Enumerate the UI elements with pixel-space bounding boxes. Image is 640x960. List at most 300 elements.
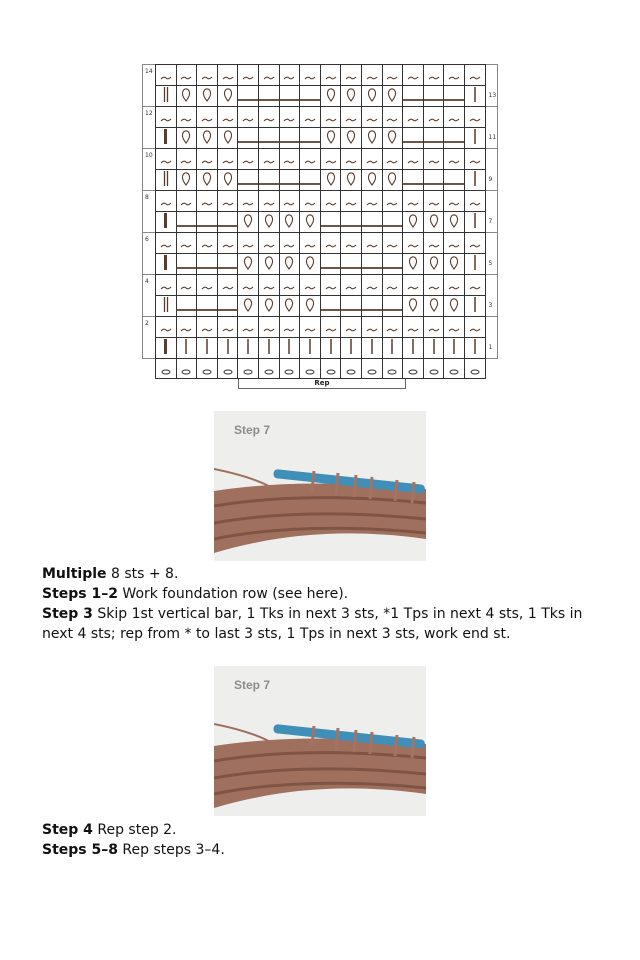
chart-cell xyxy=(238,211,259,232)
chart-cell xyxy=(218,211,239,232)
return-pass-icon xyxy=(407,234,419,253)
purl-stitch-icon xyxy=(202,129,212,148)
chart-cell xyxy=(177,64,198,85)
chart-cell xyxy=(321,316,342,337)
chart-cell xyxy=(259,295,280,316)
chart-cell xyxy=(218,148,239,169)
chart-cell xyxy=(424,106,445,127)
purl-stitch-icon xyxy=(284,297,294,316)
purl-stitch-icon xyxy=(181,129,191,148)
chain-icon xyxy=(470,360,480,379)
return-pass-icon xyxy=(160,150,172,169)
row-label-right: 13 xyxy=(486,85,498,106)
vertical-bar-icon xyxy=(370,339,374,358)
chart-cell xyxy=(444,148,465,169)
row-label-right xyxy=(486,190,498,211)
return-pass-icon xyxy=(222,66,234,85)
knit-stitch-icon xyxy=(218,255,238,274)
return-pass-icon xyxy=(428,318,440,337)
chart-row xyxy=(142,337,498,358)
chart-cell xyxy=(259,64,280,85)
chain-icon xyxy=(326,360,336,379)
chart-cell xyxy=(321,232,342,253)
return-pass-icon xyxy=(428,108,440,127)
return-pass-icon xyxy=(386,276,398,295)
chart-cell xyxy=(197,127,218,148)
chart-cell xyxy=(156,337,177,358)
purl-stitch-icon xyxy=(367,171,377,190)
knit-stitch-icon xyxy=(238,171,258,190)
return-pass-icon xyxy=(283,234,295,253)
chart-cell xyxy=(218,358,239,379)
chart-cell xyxy=(321,274,342,295)
chart-cell xyxy=(444,211,465,232)
chart-row xyxy=(142,169,498,190)
chart-cell xyxy=(341,316,362,337)
return-pass-icon xyxy=(180,318,192,337)
knit-stitch-icon xyxy=(424,87,444,106)
return-pass-icon xyxy=(304,150,316,169)
vertical-bar-icon xyxy=(246,339,250,358)
chart-cell xyxy=(238,295,259,316)
return-pass-icon xyxy=(263,150,275,169)
chart-cell xyxy=(280,337,301,358)
chart-cell xyxy=(300,232,321,253)
return-pass-icon xyxy=(366,108,378,127)
thick-bar-icon xyxy=(163,339,168,358)
chart-cell xyxy=(177,316,198,337)
chart-cell xyxy=(403,295,424,316)
chain-icon xyxy=(202,360,212,379)
chart-cell xyxy=(280,232,301,253)
purl-stitch-icon xyxy=(181,87,191,106)
chart-cell xyxy=(424,253,445,274)
chart-cell xyxy=(218,232,239,253)
row-label-right: 11 xyxy=(486,127,498,148)
vertical-bar-icon xyxy=(184,339,188,358)
chart-cell xyxy=(197,253,218,274)
chart-cell xyxy=(300,295,321,316)
chart-cell xyxy=(300,358,321,379)
thick-bar-icon xyxy=(163,129,168,148)
chart-cell xyxy=(403,127,424,148)
knit-stitch-icon xyxy=(259,171,279,190)
knit-stitch-icon xyxy=(321,255,341,274)
row-label-left: 14 xyxy=(142,64,155,85)
chart-cell xyxy=(362,211,383,232)
chart-cell xyxy=(362,127,383,148)
chart-cell xyxy=(465,274,486,295)
purl-stitch-icon xyxy=(305,297,315,316)
purl-stitch-icon xyxy=(305,255,315,274)
chart-cell xyxy=(177,295,198,316)
return-pass-icon xyxy=(345,66,357,85)
double-bar-icon xyxy=(163,297,169,316)
knit-stitch-icon xyxy=(382,255,402,274)
thick-bar-icon xyxy=(163,255,168,274)
chart-row xyxy=(142,211,498,232)
chart-cell xyxy=(362,148,383,169)
chart-cell xyxy=(465,85,486,106)
return-pass-icon xyxy=(325,66,337,85)
chart-cell xyxy=(383,190,404,211)
return-pass-icon xyxy=(222,234,234,253)
vertical-bar-icon xyxy=(390,339,394,358)
chain-icon xyxy=(223,360,233,379)
return-pass-icon xyxy=(428,276,440,295)
return-pass-icon xyxy=(386,66,398,85)
row-label-right xyxy=(486,274,498,295)
chart-row xyxy=(142,358,498,379)
row-label-left: 8 xyxy=(142,190,155,211)
chart-cell xyxy=(383,211,404,232)
chart-cell xyxy=(218,274,239,295)
return-pass-icon xyxy=(428,150,440,169)
chart-cell xyxy=(238,85,259,106)
knit-stitch-icon xyxy=(300,87,320,106)
chart-cell xyxy=(424,127,445,148)
purl-stitch-icon xyxy=(429,255,439,274)
chart-cell xyxy=(403,148,424,169)
chain-icon xyxy=(449,360,459,379)
instruction-multiple: Multiple 8 sts + 8. xyxy=(42,566,179,582)
chart-cell xyxy=(321,211,342,232)
row-label-left: 12 xyxy=(142,106,155,127)
vertical-bar-icon xyxy=(473,171,477,190)
chart-cell xyxy=(156,169,177,190)
return-pass-icon xyxy=(469,66,481,85)
row-label-right: 3 xyxy=(486,295,498,316)
knit-stitch-icon xyxy=(279,129,299,148)
purl-stitch-icon xyxy=(202,171,212,190)
chart-cell xyxy=(259,148,280,169)
chart-cell xyxy=(177,274,198,295)
return-pass-icon xyxy=(325,318,337,337)
chart-cell xyxy=(465,295,486,316)
chart-cell xyxy=(197,106,218,127)
chart-cell xyxy=(218,169,239,190)
chart-row xyxy=(142,64,498,85)
chart-cell xyxy=(156,295,177,316)
return-pass-icon xyxy=(345,234,357,253)
chart-cell xyxy=(321,64,342,85)
chart-cell xyxy=(259,358,280,379)
return-pass-icon xyxy=(263,192,275,211)
return-pass-icon xyxy=(160,108,172,127)
chart-cell xyxy=(259,190,280,211)
knit-stitch-icon xyxy=(300,129,320,148)
return-pass-icon xyxy=(469,150,481,169)
step-photo-1 xyxy=(214,411,426,561)
vertical-bar-icon xyxy=(287,339,291,358)
vertical-bar-icon xyxy=(205,339,209,358)
return-pass-icon xyxy=(448,276,460,295)
chart-row xyxy=(142,148,498,169)
knit-stitch-icon xyxy=(176,255,196,274)
chart-cell xyxy=(444,337,465,358)
chart-cell xyxy=(444,127,465,148)
chart-cell xyxy=(238,337,259,358)
return-pass-icon xyxy=(386,318,398,337)
return-pass-icon xyxy=(201,108,213,127)
chart-cell xyxy=(383,64,404,85)
chart-cell xyxy=(238,127,259,148)
chart-row xyxy=(142,232,498,253)
vertical-bar-icon xyxy=(452,339,456,358)
knit-stitch-icon xyxy=(362,255,382,274)
chart-cell xyxy=(362,295,383,316)
chart-cell xyxy=(321,358,342,379)
chart-cell xyxy=(403,316,424,337)
chart-cell xyxy=(362,106,383,127)
knit-stitch-icon xyxy=(362,213,382,232)
vertical-bar-icon xyxy=(473,213,477,232)
row-label-right: 5 xyxy=(486,253,498,274)
chart-cell xyxy=(197,148,218,169)
return-pass-icon xyxy=(222,276,234,295)
vertical-bar-icon xyxy=(226,339,230,358)
return-pass-icon xyxy=(180,150,192,169)
row-label-left xyxy=(142,253,155,274)
vertical-bar-icon xyxy=(349,339,353,358)
return-pass-icon xyxy=(180,66,192,85)
chart-row xyxy=(142,295,498,316)
chart-cell xyxy=(197,316,218,337)
instruction-steps-5-8: Steps 5–8 Rep steps 3–4. xyxy=(42,842,225,858)
vertical-bar-icon xyxy=(473,87,477,106)
knit-stitch-icon xyxy=(341,297,361,316)
chart-cell xyxy=(300,190,321,211)
purl-stitch-icon xyxy=(243,255,253,274)
knit-stitch-icon xyxy=(300,171,320,190)
chart-cell xyxy=(321,190,342,211)
chart-cell xyxy=(321,127,342,148)
purl-stitch-icon xyxy=(387,171,397,190)
chart-cell xyxy=(465,127,486,148)
chart-cell xyxy=(156,85,177,106)
chart-cell xyxy=(280,253,301,274)
photo-caption: Step 7 xyxy=(234,678,271,692)
purl-stitch-icon xyxy=(449,213,459,232)
chart-cell xyxy=(362,358,383,379)
chart-cell xyxy=(465,106,486,127)
return-pass-icon xyxy=(386,234,398,253)
purl-stitch-icon xyxy=(429,297,439,316)
return-pass-icon xyxy=(345,108,357,127)
chart-cell xyxy=(177,148,198,169)
knit-stitch-icon xyxy=(444,171,464,190)
return-pass-icon xyxy=(242,66,254,85)
purl-stitch-icon xyxy=(284,213,294,232)
chart-cell xyxy=(156,64,177,85)
instructions-block-1 xyxy=(42,564,617,644)
chain-icon xyxy=(367,360,377,379)
chart-cell xyxy=(424,169,445,190)
return-pass-icon xyxy=(201,234,213,253)
row-label-right xyxy=(486,64,498,85)
chart-cell xyxy=(383,253,404,274)
chart-cell xyxy=(156,106,177,127)
chart-cell xyxy=(321,337,342,358)
chart-cell xyxy=(444,169,465,190)
chart-cell xyxy=(362,64,383,85)
chart-cell xyxy=(465,190,486,211)
return-pass-icon xyxy=(448,192,460,211)
return-pass-icon xyxy=(448,66,460,85)
chart-cell xyxy=(177,106,198,127)
knit-stitch-icon xyxy=(259,87,279,106)
return-pass-icon xyxy=(428,66,440,85)
purl-stitch-icon xyxy=(408,255,418,274)
chart-cell xyxy=(238,232,259,253)
knit-stitch-icon xyxy=(176,297,196,316)
chart-cell xyxy=(259,232,280,253)
chart-cell xyxy=(321,85,342,106)
chart-cell xyxy=(362,253,383,274)
row-label-left xyxy=(142,211,155,232)
knit-stitch-icon xyxy=(424,129,444,148)
return-pass-icon xyxy=(160,192,172,211)
chart-cell xyxy=(341,169,362,190)
chart-cell xyxy=(444,106,465,127)
chart-cell xyxy=(465,358,486,379)
thick-bar-icon xyxy=(163,213,168,232)
chart-cell xyxy=(403,274,424,295)
return-pass-icon xyxy=(407,318,419,337)
knit-stitch-icon xyxy=(259,129,279,148)
chart-cell xyxy=(238,106,259,127)
chain-icon xyxy=(284,360,294,379)
chart-cell xyxy=(156,232,177,253)
chart-cell xyxy=(259,337,280,358)
chain-icon xyxy=(181,360,191,379)
chart-cell xyxy=(238,316,259,337)
knit-stitch-icon xyxy=(321,297,341,316)
purl-stitch-icon xyxy=(223,171,233,190)
chart-row xyxy=(142,274,498,295)
knit-stitch-icon xyxy=(382,213,402,232)
chart-cell xyxy=(300,337,321,358)
chart-row xyxy=(142,190,498,211)
chart-cell xyxy=(403,232,424,253)
purl-stitch-icon xyxy=(346,129,356,148)
chart-cell xyxy=(300,316,321,337)
vertical-bar-icon xyxy=(473,297,477,316)
chart-cell xyxy=(300,274,321,295)
chart-cell xyxy=(403,337,424,358)
chart-cell xyxy=(444,253,465,274)
chart-cell xyxy=(444,190,465,211)
chart-cell xyxy=(238,169,259,190)
return-pass-icon xyxy=(366,276,378,295)
return-pass-icon xyxy=(325,276,337,295)
return-pass-icon xyxy=(448,234,460,253)
return-pass-icon xyxy=(201,276,213,295)
return-pass-icon xyxy=(325,150,337,169)
chart-cell xyxy=(259,106,280,127)
double-bar-icon xyxy=(163,171,169,190)
return-pass-icon xyxy=(160,66,172,85)
chart-cell xyxy=(238,190,259,211)
return-pass-icon xyxy=(242,318,254,337)
knit-stitch-icon xyxy=(341,255,361,274)
purl-stitch-icon xyxy=(264,297,274,316)
purl-stitch-icon xyxy=(429,213,439,232)
return-pass-icon xyxy=(325,234,337,253)
double-bar-icon xyxy=(163,87,169,106)
chart-row xyxy=(142,85,498,106)
chain-icon xyxy=(243,360,253,379)
step-photo-2 xyxy=(214,666,426,816)
chart-cell xyxy=(424,274,445,295)
knit-stitch-icon xyxy=(238,129,258,148)
chart-cell xyxy=(218,127,239,148)
knit-stitch-icon xyxy=(444,129,464,148)
return-pass-icon xyxy=(366,66,378,85)
return-pass-icon xyxy=(448,108,460,127)
knit-stitch-icon xyxy=(362,297,382,316)
purl-stitch-icon xyxy=(264,213,274,232)
purl-stitch-icon xyxy=(449,297,459,316)
chart-cell xyxy=(362,274,383,295)
chain-icon xyxy=(387,360,397,379)
return-pass-icon xyxy=(283,150,295,169)
return-pass-icon xyxy=(180,108,192,127)
knit-stitch-icon xyxy=(218,213,238,232)
chart-cell xyxy=(403,106,424,127)
chart-cell xyxy=(465,148,486,169)
chart-cell xyxy=(362,316,383,337)
chart-cell xyxy=(362,232,383,253)
chart-cell xyxy=(259,127,280,148)
vertical-bar-icon xyxy=(473,339,477,358)
chart-cell xyxy=(403,253,424,274)
return-pass-icon xyxy=(201,318,213,337)
chart-row xyxy=(142,253,498,274)
chart-cell xyxy=(444,232,465,253)
return-pass-icon xyxy=(242,150,254,169)
chart-cell xyxy=(341,253,362,274)
chart-cell xyxy=(424,64,445,85)
return-pass-icon xyxy=(283,276,295,295)
chart-cell xyxy=(465,169,486,190)
return-pass-icon xyxy=(201,150,213,169)
chart-cell xyxy=(197,274,218,295)
chart-cell xyxy=(177,169,198,190)
chart-cell xyxy=(341,337,362,358)
chart-cell xyxy=(383,106,404,127)
chart-cell xyxy=(424,358,445,379)
chain-icon xyxy=(346,360,356,379)
return-pass-icon xyxy=(242,234,254,253)
chart-cell xyxy=(321,169,342,190)
purl-stitch-icon xyxy=(367,87,377,106)
purl-stitch-icon xyxy=(326,129,336,148)
return-pass-icon xyxy=(448,318,460,337)
vertical-bar-icon xyxy=(432,339,436,358)
chart-cell xyxy=(300,169,321,190)
return-pass-icon xyxy=(263,318,275,337)
chart-cell xyxy=(424,295,445,316)
row-label-right xyxy=(486,316,498,337)
chart-cell xyxy=(362,190,383,211)
return-pass-icon xyxy=(469,108,481,127)
chart-row xyxy=(142,127,498,148)
chart-cell xyxy=(465,211,486,232)
knit-stitch-icon xyxy=(238,87,258,106)
return-pass-icon xyxy=(180,192,192,211)
chart-row xyxy=(142,316,498,337)
